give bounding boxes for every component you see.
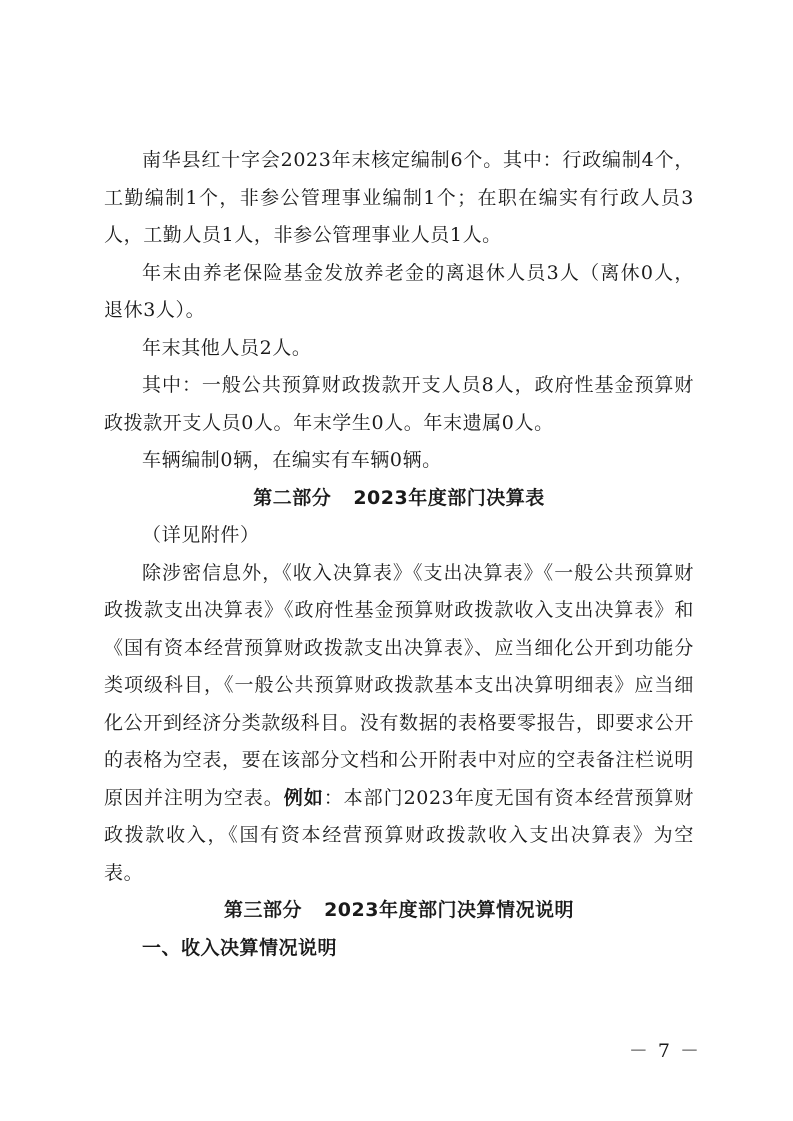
part3-heading	[104, 892, 694, 930]
example-text: ：本部门2023年度无国有资本经营预算财政拨款收入，《国有资本经营预算财政拨款收入支出决算表》为空表。	[104, 786, 695, 884]
example-label: 例如	[283, 786, 324, 809]
part2-heading	[104, 480, 694, 518]
staffing-paragraph-1: 南华县红十字会2023年末核定编制6个。其中：行政编制4个，工勤编制1个，非参公管理事业编制1个；在职在编实有行政人员3人，工勤人员1人，非参公管理事业人员1人。	[104, 149, 694, 246]
part2-title: 2023年度部门决算表	[353, 486, 545, 509]
part2-label: 第二部分	[253, 486, 332, 509]
part3-label: 第三部分	[224, 899, 303, 921]
staffing-paragraph-3: 年末其他人员2人。	[142, 336, 312, 359]
part2-body-main: 除涉密信息外，《收入决算表》《支出决算表》《一般公共预算财政拨款支出决算表》《政府性基金预算财政拨款收入支出决算表》和《国有资本经营预算财政拨款支出决算表》、应当细化公开到功能分类项级科目，《一般公共预算财政拨款基本支出决算明细表》应当细化公开到经济分类款级科目。没有数据的表格要零报告，即要求公开的表格为空表，要在该部分文档和公开附表中对应的空表备注栏说明原因并注明为空表。	[104, 561, 694, 809]
section-income-heading: 一、收入决算情况说明	[142, 936, 338, 959]
page-body	[104, 142, 694, 967]
page-number: － 7 －	[628, 1040, 701, 1062]
part2-note: （详见附件）	[142, 524, 260, 546]
staffing-paragraph-4: 其中：一般公共预算财政拨款开支人员8人，政府性基金预算财政拨款开支人员0人。年末学生0人。年末遗属0人。	[104, 374, 694, 434]
staffing-paragraph-5: 车辆编制0辆，在编实有车辆0辆。	[142, 449, 442, 471]
staffing-paragraph-2: 年末由养老保险基金发放养老金的离退休人员3人（离休0人，退休3人）。	[104, 261, 694, 321]
part2-body	[104, 555, 694, 893]
part3-title: 2023年度部门决算情况说明	[324, 899, 574, 921]
